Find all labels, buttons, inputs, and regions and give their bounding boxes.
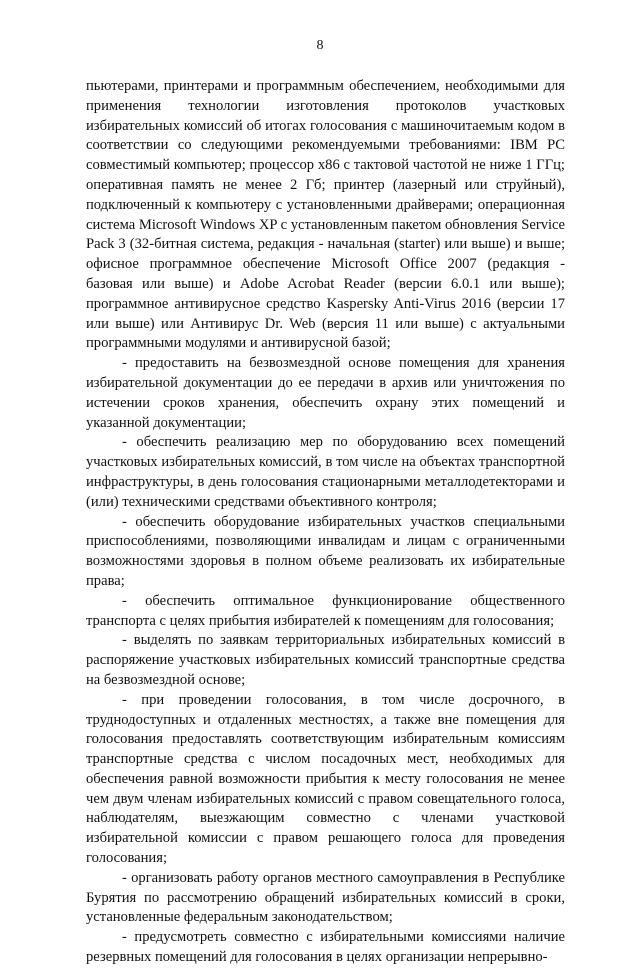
list-item: - при проведении голосования, в том числе досрочного, в труднодоступных и отдаленных местностях, а также вне помещения для голосования предоставлять соответствующим избирательным комиссиям транспортные средства с числом посадочных мест, необходимых для обеспечения равной возможности прибытия к месту голосования не менее чем двум членам избирательных комиссий с правом совещательного голоса, наблюдателям, выезжающим совместно с членами участковой избирательной комиссии с правом решающего голоса для проведения голосования; [86, 691, 565, 867]
list-item: - обеспечить реализацию мер по оборудованию всех помещений участковых избирательных комиссий, в том числе на объектах транспортной инфраструктуры, в день голосования стационарными металлодетекторами и (или) техническими средствами объективного контроля; [86, 434, 565, 510]
list-item: - предусмотреть совместно с избирательными комиссиями наличие резервных помещений для голосования в целях организации непрерывно- [86, 929, 565, 966]
list-item: - обеспечить оптимальное функционирование общественного транспорта с целях прибытия избирателей к помещениям для голосования; [86, 592, 565, 629]
list-item: - выделять по заявкам территориальных избирательных комиссий в распоряжение участковых избирательных комиссий транспортные средства на безвозмездной основе; [86, 632, 565, 688]
document-body [86, 77, 565, 968]
list-item: - обеспечить оборудование избирательных участков специальными приспособлениями, позволяющими инвалидам и лицам с ограниченными возможностями здоровья в полном объеме реализовать их избирательные права; [86, 513, 565, 589]
page-number: 8 [316, 38, 324, 53]
list-item: - организовать работу органов местного самоуправления в Республике Бурятия по рассмотрению обращений избирательных комиссий в сроки, установленные федеральным законодательством; [86, 869, 565, 926]
paragraph: пьютерами, принтерами и программным обеспечением, необходимыми для применения технологии изготовления протоколов участковых избирательных комиссий об итогах голосования с машиночитаемым кодом в соответствии со следующими рекомендуемыми требованиями: IBM PC совместимый компьютер; процессор х86 с тактовой частотой не ниже 1 ГГц; оперативная память не менее 2 Гб; принтер (лазерный или струйный), подключенный к компьютеру с установленными драйверами; операционная система Microsoft Windows XP с установленным пакетом обновления Service Pack 3 (32-битная система, редакция - начальная (starter) или выше) и выше; офисное программное обеспечение Microsoft Office 2007 (редакция - базовая или выше) и Adobe Acrobat Reader (версии 6.0.1 или выше); программное антивирусное средство Kaspersky Anti-Virus 2016 (версии 17 или выше) или Антивирус Dr. Web (версия 11 или выше) с актуальными программными модулями и антивирусной базой; [86, 78, 565, 352]
list-item: - предоставить на безвозмездной основе помещения для хранения избирательной документации до ее передачи в архив или уничтожения по истечении сроков хранения, обеспечить охрану этих помещений и указанной документации; [86, 355, 565, 431]
